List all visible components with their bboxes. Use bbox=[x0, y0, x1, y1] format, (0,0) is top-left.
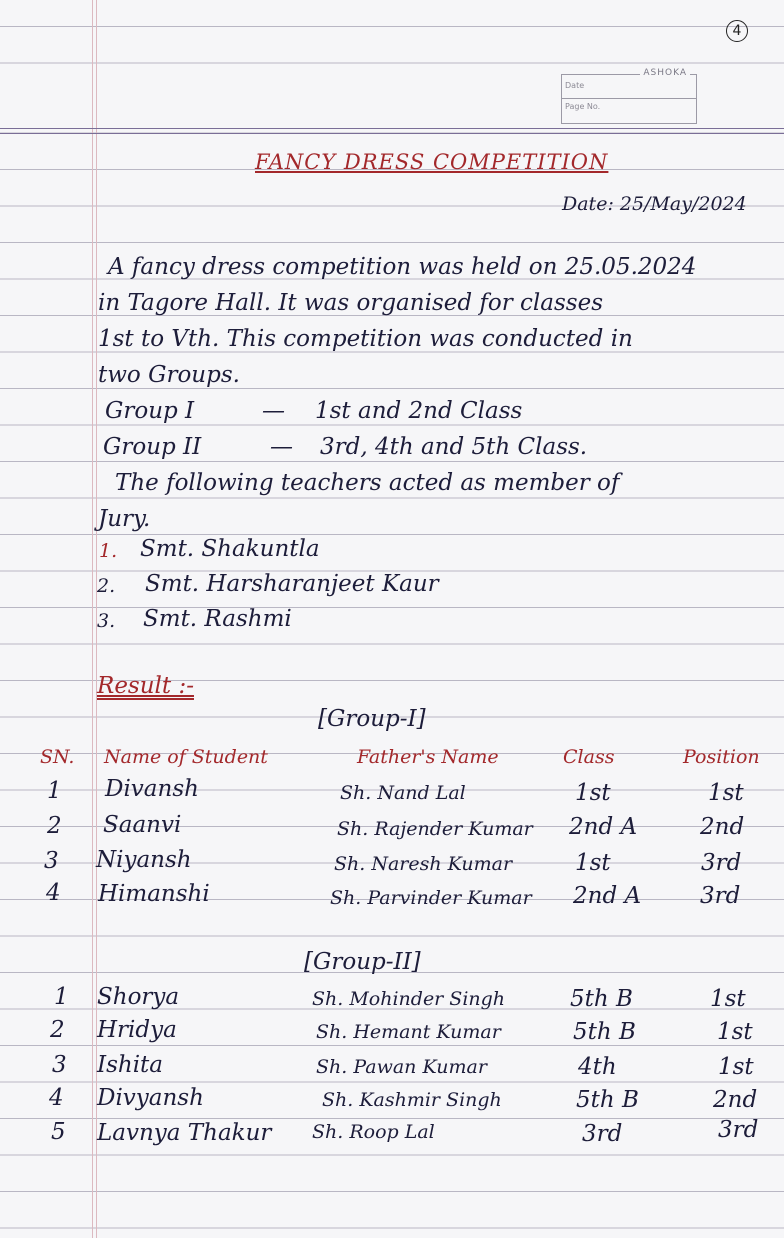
table-cell-class: 5th B bbox=[570, 986, 633, 1012]
group-heading: [Group-I] bbox=[318, 706, 426, 732]
header-father: Father's Name bbox=[357, 746, 499, 768]
table-cell-student: Lavnya Thakur bbox=[97, 1120, 272, 1146]
brand-label: ASHOKA bbox=[640, 68, 690, 78]
report-date: Date: 25/May/2024 bbox=[562, 193, 747, 215]
table-cell-position: 1st bbox=[718, 1054, 754, 1080]
table-cell-student: Divansh bbox=[105, 776, 199, 802]
paragraph-line: A fancy dress competition was held on 25.05.2024 bbox=[108, 254, 697, 280]
page-title: FANCY DRESS COMPETITION bbox=[255, 150, 609, 174]
table-cell-student: Himanshi bbox=[98, 881, 210, 907]
table-cell-student: Niyansh bbox=[96, 847, 192, 873]
header-position: Position bbox=[683, 746, 760, 768]
table-cell-position: 3rd bbox=[701, 850, 742, 876]
table-cell-student: Hridya bbox=[97, 1017, 177, 1043]
table-cell-position: 2nd bbox=[713, 1087, 758, 1113]
table-cell-father: Sh. Parvinder Kumar bbox=[330, 887, 532, 909]
table-cell-sn: 2 bbox=[47, 813, 62, 839]
top-rule bbox=[0, 133, 784, 134]
jury-number: 1. bbox=[99, 540, 118, 562]
header-class: Class bbox=[563, 746, 615, 768]
table-cell-father: Sh. Pawan Kumar bbox=[316, 1056, 487, 1078]
jury-intro-line: Jury. bbox=[98, 506, 151, 532]
table-cell-sn: 4 bbox=[49, 1085, 64, 1111]
table-cell-position: 1st bbox=[717, 1019, 753, 1045]
date-page-stamp bbox=[561, 68, 697, 124]
page-no-label: Page No. bbox=[565, 102, 601, 111]
table-cell-sn: 3 bbox=[52, 1052, 67, 1078]
table-cell-student: Ishita bbox=[97, 1052, 164, 1078]
table-cell-position: 3rd bbox=[718, 1117, 759, 1143]
table-cell-sn: 5 bbox=[51, 1119, 66, 1145]
paragraph-line: 1st to Vth. This competition was conducted in bbox=[98, 326, 633, 352]
table-cell-class: 2nd A bbox=[573, 883, 642, 909]
date-label: Date bbox=[565, 81, 585, 90]
table-cell-sn: 1 bbox=[47, 778, 62, 804]
table-cell-class: 3rd bbox=[582, 1121, 623, 1147]
top-rule bbox=[0, 128, 784, 129]
margin-line bbox=[92, 0, 93, 1238]
result-heading: Result :- bbox=[97, 673, 194, 699]
group-heading: [Group-II] bbox=[304, 949, 421, 975]
group-name: Group I bbox=[105, 398, 195, 424]
jury-member: Smt. Harsharanjeet Kaur bbox=[145, 571, 439, 597]
table-cell-student: Shorya bbox=[97, 984, 180, 1010]
table-cell-father: Sh. Kashmir Singh bbox=[322, 1089, 502, 1111]
table-cell-student: Divyansh bbox=[97, 1085, 204, 1111]
header-student: Name of Student bbox=[104, 746, 268, 768]
table-cell-class: 1st bbox=[575, 850, 611, 876]
table-cell-father: Sh. Rajender Kumar bbox=[337, 818, 533, 840]
paragraph-line: two Groups. bbox=[98, 362, 240, 388]
table-cell-position: 3rd bbox=[700, 883, 741, 909]
table-cell-sn: 4 bbox=[46, 880, 61, 906]
table-cell-class: 4th bbox=[578, 1054, 617, 1080]
group-dash: — bbox=[270, 434, 293, 460]
table-cell-sn: 1 bbox=[54, 984, 69, 1010]
table-cell-class: 5th B bbox=[576, 1087, 639, 1113]
group-classes: 3rd, 4th and 5th Class. bbox=[320, 434, 588, 460]
table-cell-student: Saanvi bbox=[103, 812, 182, 838]
paragraph-line: in Tagore Hall. It was organised for classes bbox=[98, 290, 604, 316]
page-number: 4 bbox=[726, 20, 748, 42]
jury-member: Smt. Shakuntla bbox=[140, 536, 320, 562]
table-cell-father: Sh. Nand Lal bbox=[340, 782, 466, 804]
table-cell-sn: 3 bbox=[44, 848, 59, 874]
group-name: Group II bbox=[103, 434, 202, 460]
jury-number: 2. bbox=[97, 575, 116, 597]
table-cell-position: 1st bbox=[708, 780, 744, 806]
group-classes: 1st and 2nd Class bbox=[315, 398, 523, 424]
jury-number: 3. bbox=[97, 610, 116, 632]
table-cell-position: 1st bbox=[710, 986, 746, 1012]
table-cell-father: Sh. Naresh Kumar bbox=[334, 853, 513, 875]
table-cell-position: 2nd bbox=[700, 814, 745, 840]
table-cell-class: 1st bbox=[575, 780, 611, 806]
group-dash: — bbox=[262, 398, 285, 424]
table-cell-father: Sh. Hemant Kumar bbox=[316, 1021, 501, 1043]
table-cell-class: 5th B bbox=[573, 1019, 636, 1045]
table-cell-class: 2nd A bbox=[569, 814, 638, 840]
table-cell-sn: 2 bbox=[50, 1017, 65, 1043]
table-cell-father: Sh. Roop Lal bbox=[312, 1121, 435, 1143]
jury-member: Smt. Rashmi bbox=[143, 606, 292, 632]
header-sn: SN. bbox=[40, 746, 75, 768]
stamp-divider bbox=[562, 98, 696, 99]
jury-intro-line: The following teachers acted as member of bbox=[115, 470, 620, 496]
table-cell-father: Sh. Mohinder Singh bbox=[312, 988, 506, 1010]
